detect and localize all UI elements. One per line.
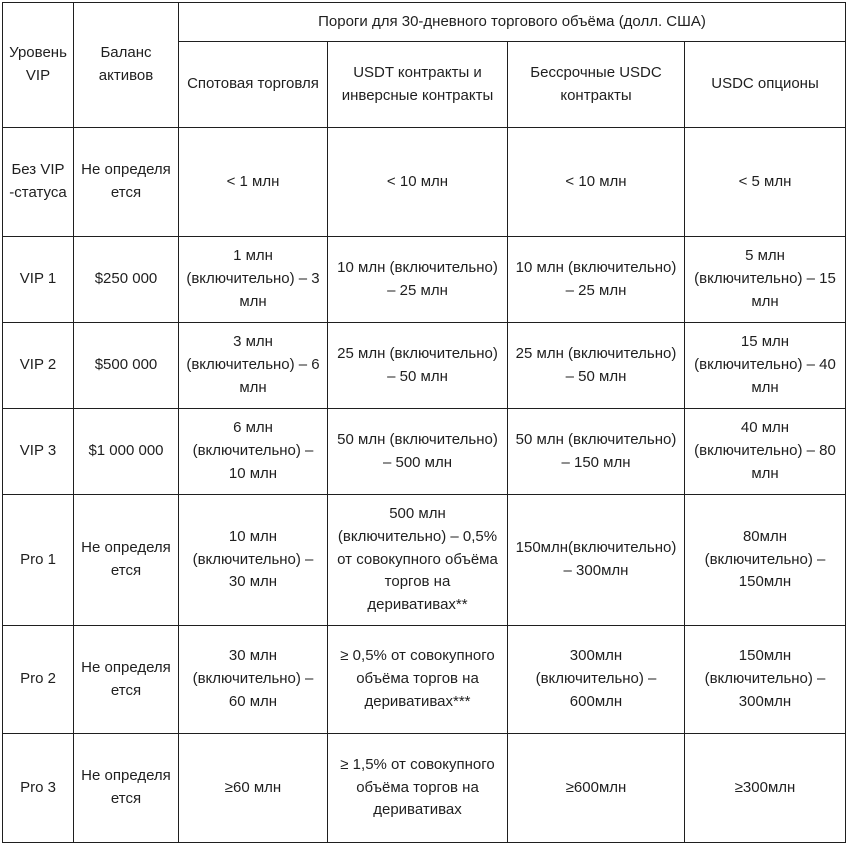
cell-level: Pro 3 (3, 734, 74, 843)
cell-perp: 300млн (включительно) – 600млн (508, 626, 685, 734)
table-row (3, 323, 846, 409)
header-vip-level: Уровень VIP (3, 3, 74, 128)
cell-spot: ≥60 млн (179, 734, 328, 843)
cell-options: 80млн (включительно) – 150млн (685, 495, 846, 626)
cell-usdt: 500 млн (включительно) – 0,5% от совокупного объёма торгов на деривативах** (328, 495, 508, 626)
cell-level: VIP 3 (3, 409, 74, 495)
cell-perp: 150млн(включительно) – 300млн (508, 495, 685, 626)
cell-balance: Не определяется (74, 495, 179, 626)
cell-spot: 6 млн (включительно) – 10 млн (179, 409, 328, 495)
cell-spot: 10 млн (включительно) – 30 млн (179, 495, 328, 626)
cell-usdt: 50 млн (включительно) – 500 млн (328, 409, 508, 495)
cell-balance: Не определяется (74, 128, 179, 237)
header-usdc-options: USDC опционы (685, 42, 846, 128)
cell-usdt: 25 млн (включительно) – 50 млн (328, 323, 508, 409)
table-row (3, 626, 846, 734)
cell-balance: Не определяется (74, 734, 179, 843)
cell-options: ≥300млн (685, 734, 846, 843)
cell-usdt: ≥ 1,5% от совокупного объёма торгов на деривативах (328, 734, 508, 843)
cell-usdt: ≥ 0,5% от совокупного объёма торгов на деривативах*** (328, 626, 508, 734)
table-row (3, 409, 846, 495)
table-row (3, 128, 846, 237)
cell-level: Pro 1 (3, 495, 74, 626)
cell-options: 150млн (включительно) – 300млн (685, 626, 846, 734)
cell-options: 5 млн (включительно) – 15 млн (685, 237, 846, 323)
cell-balance: $250 000 (74, 237, 179, 323)
cell-spot: 3 млн (включительно) – 6 млн (179, 323, 328, 409)
cell-perp: 10 млн (включительно) – 25 млн (508, 237, 685, 323)
cell-perp: 25 млн (включительно) – 50 млн (508, 323, 685, 409)
cell-level: VIP 2 (3, 323, 74, 409)
cell-level: VIP 1 (3, 237, 74, 323)
cell-spot: 1 млн (включительно) – 3 млн (179, 237, 328, 323)
table-row (3, 495, 846, 626)
cell-spot: 30 млн (включительно) – 60 млн (179, 626, 328, 734)
cell-balance: Не определяется (74, 626, 179, 734)
header-usdt-inverse-contracts: USDT контракты и инверсные контракты (328, 42, 508, 128)
cell-level: Без VIP-статуса (3, 128, 74, 237)
cell-usdt: < 10 млн (328, 128, 508, 237)
cell-options: 40 млн (включительно) – 80 млн (685, 409, 846, 495)
cell-perp: < 10 млн (508, 128, 685, 237)
cell-level: Pro 2 (3, 626, 74, 734)
table-row (3, 237, 846, 323)
cell-perp: 50 млн (включительно) – 150 млн (508, 409, 685, 495)
header-row-top (3, 3, 846, 42)
header-usdc-perpetual: Бессрочные USDC контракты (508, 42, 685, 128)
vip-thresholds-table (2, 2, 846, 843)
cell-usdt: 10 млн (включительно) – 25 млн (328, 237, 508, 323)
cell-spot: < 1 млн (179, 128, 328, 237)
cell-balance: $1 000 000 (74, 409, 179, 495)
cell-options: 15 млн (включительно) – 40 млн (685, 323, 846, 409)
header-spot-trading: Спотовая торговля (179, 42, 328, 128)
header-asset-balance: Баланс активов (74, 3, 179, 128)
cell-options: < 5 млн (685, 128, 846, 237)
table-row (3, 734, 846, 843)
cell-perp: ≥600млн (508, 734, 685, 843)
cell-balance: $500 000 (74, 323, 179, 409)
header-volume-thresholds: Пороги для 30-дневного торгового объёма (долл. США) (179, 3, 846, 42)
